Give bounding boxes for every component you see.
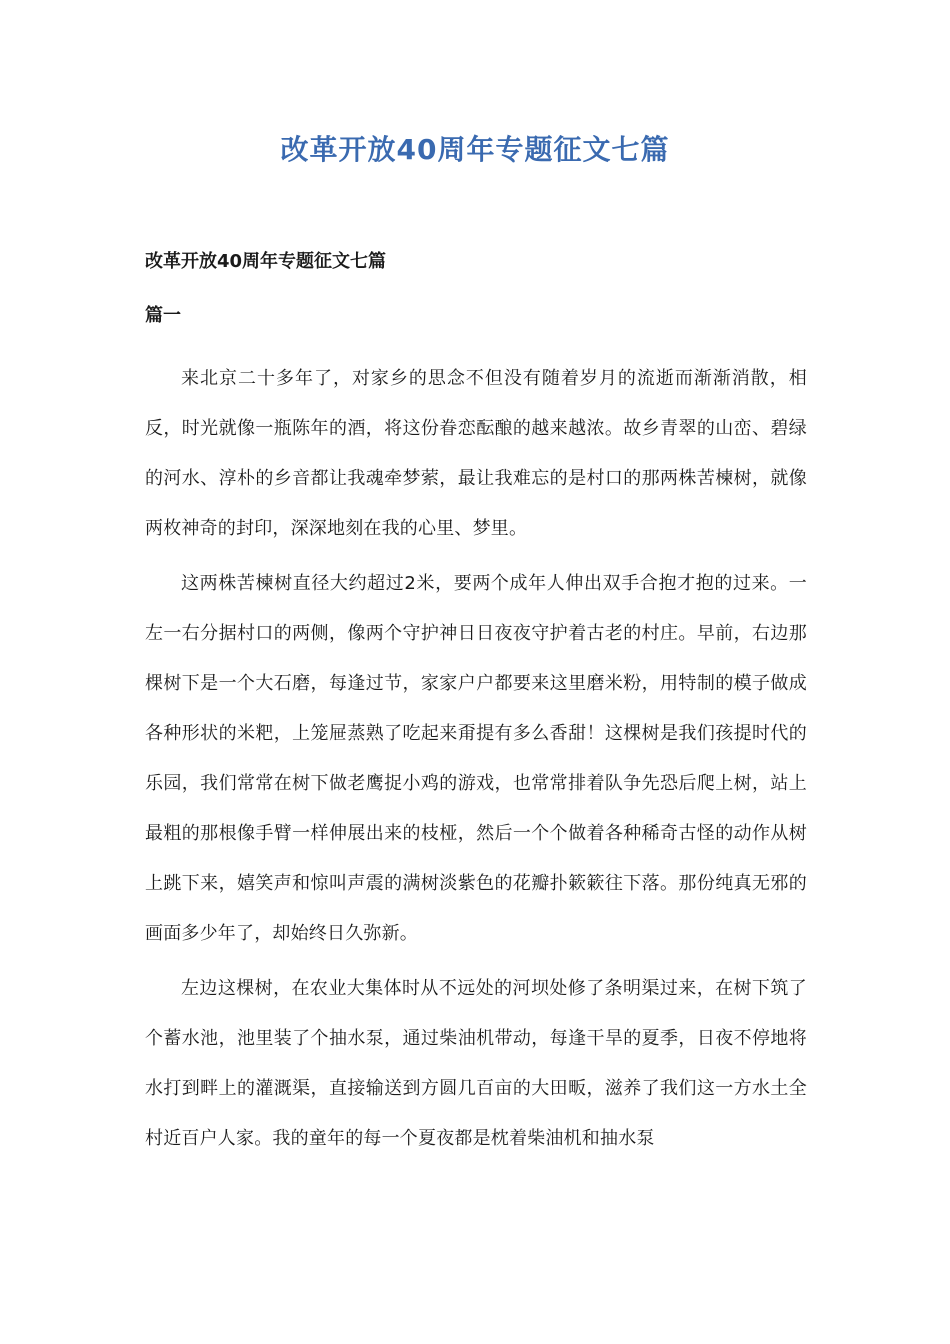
document-body [145, 246, 807, 1169]
section-heading: 篇一 [145, 305, 181, 326]
paragraph-3: 左边这棵树，在农业大集体时从不远处的河坝处修了条明渠过来，在树下筑了个蓄水池，池里装了个抽水泵，通过柴油机带动，每逢干旱的夏季，日夜不停地将水打到畔上的灌溉渠，直接输送到方圆几百亩的大田畈，滋养了我们这一方水土全村近百户人家。我的童年的每一个夏夜都是枕着柴油机和抽水泵 [145, 978, 807, 1149]
paragraph-2: 这两株苦楝树直径大约超过2米，要两个成年人伸出双手合抱才抱的过来。一左一右分据村口的两侧，像两个守护神日日夜夜守护着古老的村庄。早前，右边那棵树下是一个大石磨，每逢过节，家家户户都要来这里磨米粉，用特制的模子做成各种形状的米粑，上笼屉蒸熟了吃起来甭提有多么香甜！这棵树是我们孩提时代的乐园，我们常常在树下做老鹰捉小鸡的游戏，也常常排着队争先恐后爬上树，站上最粗的那根像手臂一样伸展出来的枝桠，然后一个个做着各种稀奇古怪的动作从树上跳下来，嬉笑声和惊叫声震的满树淡紫色的花瓣扑簌簌往下落。那份纯真无邪的画面多少年了，却始终日久弥新。 [145, 573, 807, 944]
paragraph-1: 来北京二十多年了，对家乡的思念不但没有随着岁月的流逝而渐渐消散，相反，时光就像一瓶陈年的酒，将这份眷恋酝酿的越来越浓。故乡青翠的山峦、碧绿的河水、淳朴的乡音都让我魂牵梦萦，最让我难忘的是村口的那两株苦楝树，就像两枚神奇的封印，深深地刻在我的心里、梦里。 [145, 368, 807, 539]
document-subtitle: 改革开放40周年专题征文七篇 [145, 251, 387, 272]
document-title: 改革开放40周年专题征文七篇 [280, 133, 670, 166]
